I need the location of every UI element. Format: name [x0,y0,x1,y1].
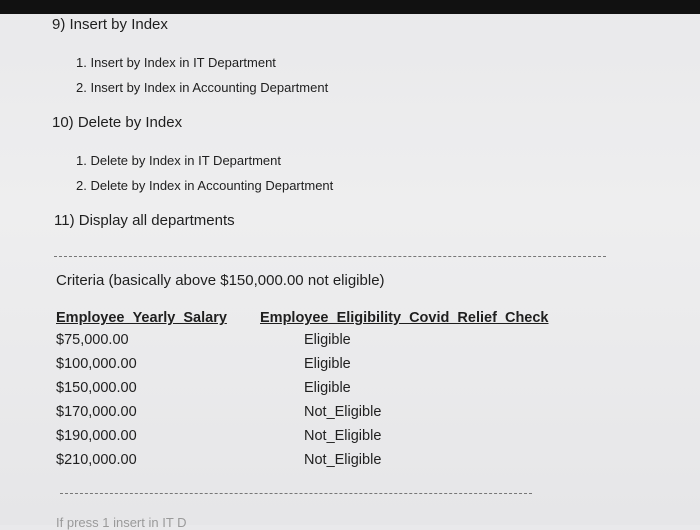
eligibility-cell: Eligible [304,332,351,348]
section-heading-display-departments: 11) Display all departments [54,212,235,229]
salary-cell: $100,000.00 [56,356,137,372]
dashed-divider [60,493,532,494]
footer-cutoff-text: If press 1 insert in IT D [56,515,187,530]
eligibility-cell: Eligible [304,356,351,372]
salary-cell: $170,000.00 [56,404,137,420]
top-dark-edge [0,0,700,14]
column-header-salary: Employee_Yearly_Salary [56,310,227,326]
salary-cell: $210,000.00 [56,452,137,468]
list-item: 2. Insert by Index in Accounting Department [76,80,329,95]
list-item: 2. Delete by Index in Accounting Department [76,178,334,193]
dashed-divider [54,256,606,257]
eligibility-cell: Not_Eligible [304,404,382,420]
list-item: 1. Insert by Index in IT Department [76,55,276,70]
salary-cell: $75,000.00 [56,332,129,348]
criteria-text: Criteria (basically above $150,000.00 not eligible) [56,272,385,289]
list-item: 1. Delete by Index in IT Department [76,153,281,168]
eligibility-cell: Not_Eligible [304,452,382,468]
eligibility-cell: Not_Eligible [304,428,382,444]
section-heading-delete-by-index: 10) Delete by Index [52,114,183,131]
salary-cell: $190,000.00 [56,428,137,444]
column-header-eligibility: Employee_Eligibility_Covid_Relief_Check [260,310,549,326]
section-heading-insert-by-index: 9) Insert by Index [52,16,168,33]
eligibility-cell: Eligible [304,380,351,396]
salary-cell: $150,000.00 [56,380,137,396]
